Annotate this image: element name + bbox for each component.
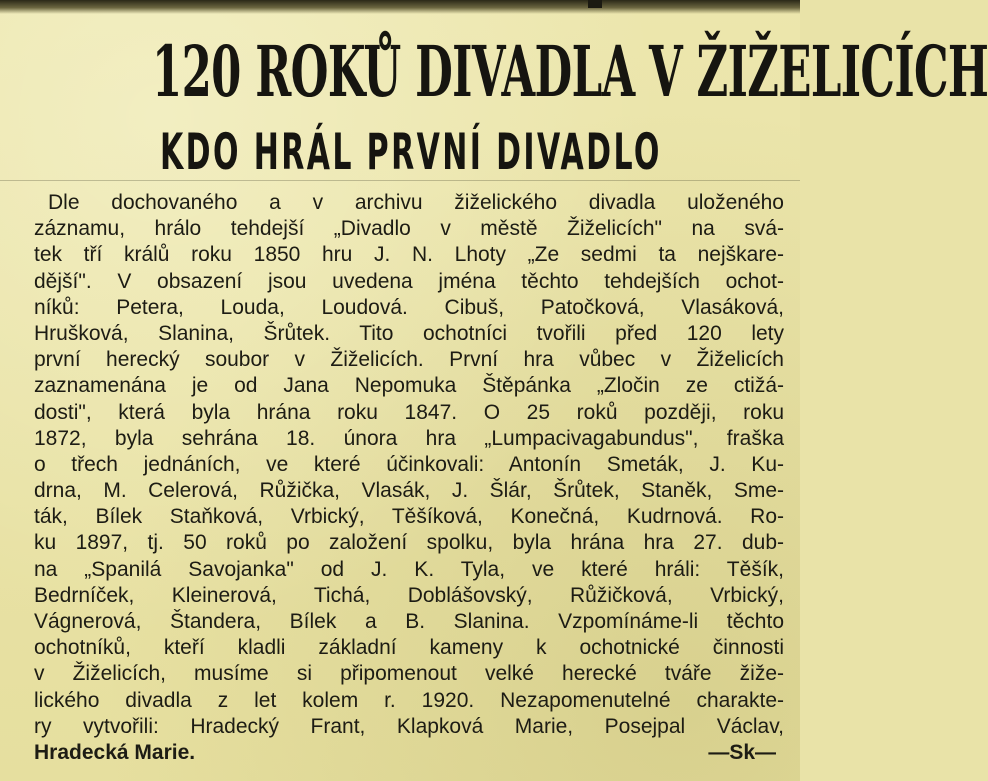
article-line: ku 1897, tj. 50 roků po založení spolku, byla hrána hra 27. dub- xyxy=(34,531,784,555)
article-line: dější". V obsazení jsou uvedena jména těchto tehdejších ochot- xyxy=(34,269,784,293)
article-line: Dle dochovaného a v archivu žiželického divadla uloženého xyxy=(48,191,784,214)
divider xyxy=(0,180,800,181)
article-final-line xyxy=(34,740,784,766)
article-line: Bedrníček, Kleinerová, Tichá, Doblášovský, Růžičková, Vrbický, xyxy=(34,583,784,607)
article-headline: 120 ROKŮ DIVADLA V ŽIŽELICÍCH xyxy=(152,30,988,113)
article-line: zaznamenána je od Jana Nepomuka Štěpánka „Zločin ze ctižá- xyxy=(34,374,784,398)
article-line: ry vytvořili: Hradecký Frant, Klapková Marie, Posejpal Václav, xyxy=(34,714,784,738)
article-line: o třech jednáních, ve které účinkovali: Antonín Smeták, J. Ku- xyxy=(34,452,784,476)
article-line: Vágnerová, Štandera, Bílek a B. Slanina. Vzpomínáme-li těchto xyxy=(34,610,784,633)
final-line-text: Hradecká Marie. xyxy=(34,740,196,764)
article-line: drna, M. Celerová, Růžička, Vlasák, J. Šlár, Šrůtek, Staněk, Sme- xyxy=(34,479,784,503)
article-line: níků: Petera, Louda, Loudová. Cibuš, Patočková, Vlasáková, xyxy=(34,295,784,319)
author-signature: —Sk— xyxy=(708,740,776,764)
article-line: na „Spanilá Savojanka" od J. K. Tyla, ve které hráli: Těšík, xyxy=(34,557,784,581)
article-line: ochotníků, kteří kladli základní kameny k ochotnické činnosti xyxy=(34,636,784,660)
article-line: tek tří králů roku 1850 hru J. N. Lhoty „Ze sedmi ta nejškare- xyxy=(34,243,784,267)
article-line: dosti", která byla hrána roku 1847. O 25 roků později, roku xyxy=(34,400,784,424)
article-body xyxy=(34,190,784,766)
article-line: první herecký soubor v Žiželicích. První hra vůbec v Žiželicích xyxy=(34,348,784,372)
article-line: lického divadla z let kolem r. 1920. Nezapomenutelné charakte- xyxy=(34,688,784,712)
article-line: Hrušková, Slanina, Šrůtek. Tito ochotníci tvořili před 120 lety xyxy=(34,321,784,345)
article-line: ták, Bílek Staňková, Vrbický, Těšíková, Konečná, Kudrnová. Ro- xyxy=(34,505,784,529)
article-subheadline: KDO HRÁL PRVNÍ DIVADLO xyxy=(159,123,662,181)
article-line: záznamu, hrálo tehdejší „Divadlo v městě Žiželicích" na svá- xyxy=(34,217,784,241)
print-mark xyxy=(588,0,602,8)
top-scan-edge xyxy=(0,0,800,14)
article-line: 1872, byla sehrána 18. února hra „Lumpacivagabundus", fraška xyxy=(34,426,784,450)
article-line: v Žiželicích, musíme si připomenout velké herecké tváře žiže- xyxy=(34,662,784,686)
